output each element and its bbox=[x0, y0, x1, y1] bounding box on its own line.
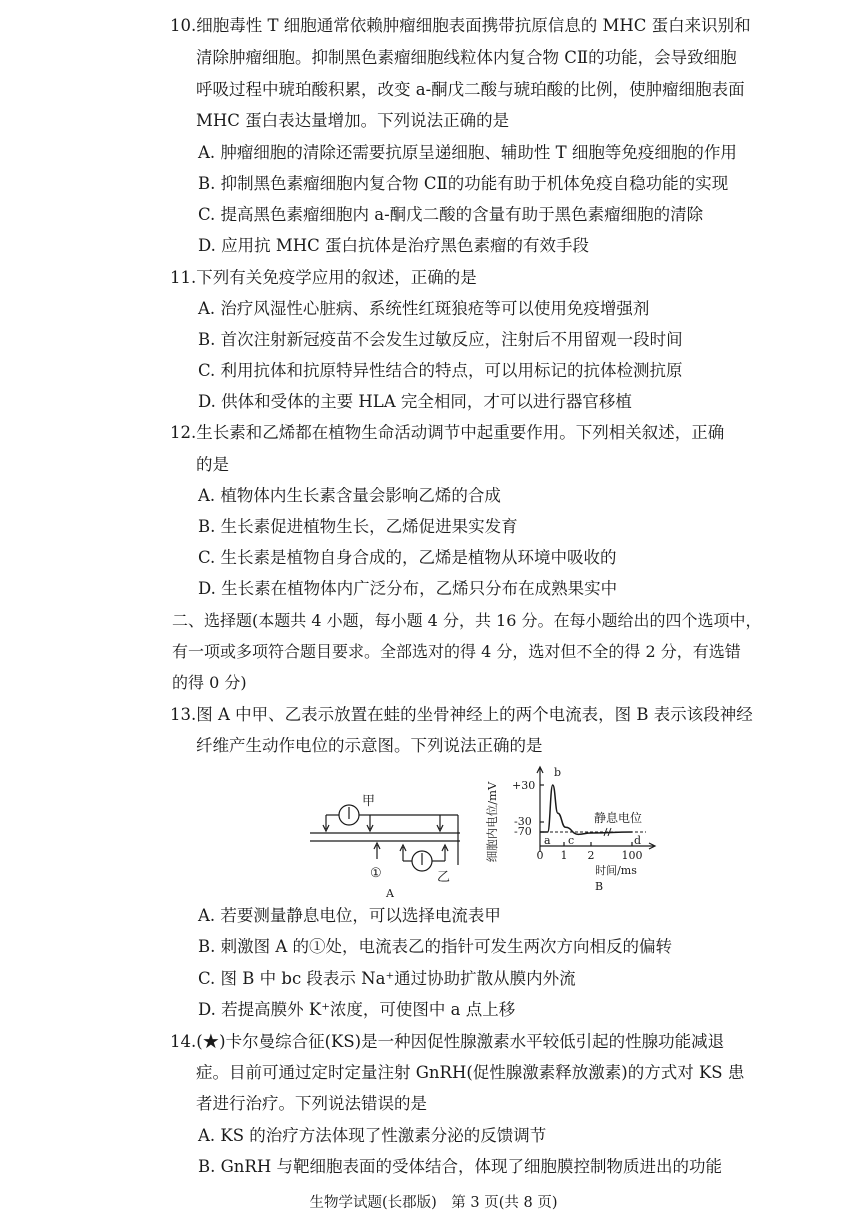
q10-option-d: D. 应用抗 MHC 蛋白抗体是治疗黑色素瘤的有效手段 bbox=[198, 236, 590, 255]
q11-option-a: A. 治疗风湿性心脏病、系统性红斑狼疮等可以使用免疫增强剂 bbox=[198, 299, 650, 318]
q11-option-c: C. 利用抗体和抗原特异性结合的特点，可以用标记的抗体检测抗原 bbox=[198, 361, 683, 380]
q13-option-a: A. 若要测量静息电位，可以选择电流表甲 bbox=[198, 906, 501, 925]
x-axis-label: 时间/ms bbox=[595, 864, 637, 877]
q12-option-c: C. 生长素是植物自身合成的，乙烯是植物从环境中吸收的 bbox=[198, 548, 617, 567]
figure-b-caption: B bbox=[594, 880, 604, 893]
q11-option-d: D. 供体和受体的主要 HLA 完全相同，才可以进行器官移植 bbox=[198, 392, 632, 411]
q12-stem-line: 的是 bbox=[196, 455, 229, 474]
figure-b-action-potential-chart bbox=[484, 762, 674, 894]
action-potential-curve bbox=[540, 785, 632, 834]
q14-stem-line: 者进行治疗。下列说法错误的是 bbox=[196, 1094, 427, 1113]
q12-option-a: A. 植物体内生长素含量会影响乙烯的合成 bbox=[198, 486, 501, 505]
y-tick-label: +30 bbox=[512, 779, 536, 792]
y-tick-label: -70 bbox=[514, 825, 532, 838]
q13-option-b: B. 刺激图 A 的①处，电流表乙的指针可发生两次方向相反的偏转 bbox=[198, 937, 673, 956]
q13-stem-line: 纤维产生动作电位的示意图。下列说法正确的是 bbox=[196, 736, 543, 755]
page-footer: 生物学试题(长郡版) 第 3 页(共 8 页) bbox=[309, 1195, 558, 1211]
section-instructions: 的得 0 分) bbox=[172, 673, 247, 692]
label-stimulus-1: ① bbox=[370, 866, 382, 881]
q12-stem-line: 12.生长素和乙烯都在植物生命活动调节中起重要作用。下列相关叙述，正确 bbox=[170, 423, 725, 442]
q11-stem-line: 11.下列有关免疫学应用的叙述，正确的是 bbox=[170, 268, 477, 287]
q14-option-b: B. GnRH 与靶细胞表面的受体结合，体现了细胞膜控制物质进出的功能 bbox=[198, 1157, 722, 1176]
section-heading: 二、选择题(本题共 4 小题，每小题 4 分，共 16 分。在每小题给出的四个选项中， bbox=[172, 611, 762, 630]
q10-option-a: A. 肿瘤细胞的清除还需要抗原呈递细胞、辅助性 T 细胞等免疫细胞的作用 bbox=[198, 143, 737, 162]
q10-option-b: B. 抑制黑色素瘤细胞内复合物 CⅡ的功能有助于机体免疫自稳功能的实现 bbox=[198, 174, 729, 193]
y-tick-label: -30 bbox=[514, 815, 532, 828]
q10-option-c: C. 提高黑色素瘤细胞内 a-酮戊二酸的含量有助于黑色素瘤细胞的清除 bbox=[198, 205, 704, 224]
q11-option-b: B. 首次注射新冠疫苗不会发生过敏反应，注射后不用留观一段时间 bbox=[198, 330, 683, 349]
q10-stem-line: MHC 蛋白表达量增加。下列说法正确的是 bbox=[196, 111, 510, 130]
section-instructions: 有一项或多项符合题目要求。全部选对的得 4 分，选对但不全的得 2 分，有选错 bbox=[172, 642, 741, 661]
figure-a-nerve-diagram bbox=[300, 785, 480, 900]
q10-stem-line: 呼吸过程中琥珀酸积累，改变 a-酮戊二酸与琥珀酸的比例，使肿瘤细胞表面 bbox=[196, 80, 745, 99]
q13-option-d: D. 若提高膜外 K⁺浓度，可使图中 a 点上移 bbox=[198, 1000, 516, 1019]
label-yi: 乙 bbox=[437, 870, 451, 885]
q12-option-b: B. 生长素促进植物生长，乙烯促进果实发育 bbox=[198, 517, 518, 536]
point-label-d: d bbox=[634, 834, 642, 847]
q14-stem-line: 症。目前可通过定时定量注射 GnRH(促性腺激素释放激素)的方式对 KS 患 bbox=[196, 1063, 745, 1082]
q14-stem-line: 14.(★)卡尔曼综合征(KS)是一种因促性腺激素水平较低引起的性腺功能减退 bbox=[170, 1032, 725, 1051]
x-tick-label: 1 bbox=[560, 849, 568, 862]
q14-option-a: A. KS 的治疗方法体现了性激素分泌的反馈调节 bbox=[198, 1126, 547, 1145]
q10-stem-line: 10.细胞毒性 T 细胞通常依赖肿瘤细胞表面携带抗原信息的 MHC 蛋白来识别和 bbox=[170, 16, 751, 35]
x-tick-label: 0 bbox=[536, 849, 544, 862]
y-axis-label: 细胞内电位/mV bbox=[485, 781, 499, 863]
x-tick-label: 2 bbox=[587, 849, 595, 862]
q12-option-d: D. 生长素在植物体内广泛分布，乙烯只分布在成熟果实中 bbox=[198, 579, 618, 598]
point-label-a: a bbox=[544, 834, 551, 847]
label-jia: 甲 bbox=[362, 794, 376, 809]
q13-stem-line: 13.图 A 中甲、乙表示放置在蛙的坐骨神经上的两个电流表，图 B 表示该段神经 bbox=[170, 705, 753, 724]
figure-a-caption: A bbox=[386, 887, 394, 900]
q10-stem-line: 清除肿瘤细胞。抑制黑色素瘤细胞线粒体内复合物 CⅡ的功能，会导致细胞 bbox=[196, 48, 737, 67]
q13-option-c: C. 图 B 中 bc 段表示 Na⁺通过协助扩散从膜内外流 bbox=[198, 969, 576, 988]
point-label-b: b bbox=[554, 766, 562, 779]
point-label-c: c bbox=[568, 834, 575, 847]
resting-potential-annotation: 静息电位 bbox=[594, 811, 643, 825]
x-tick-label: 100 bbox=[621, 849, 643, 862]
